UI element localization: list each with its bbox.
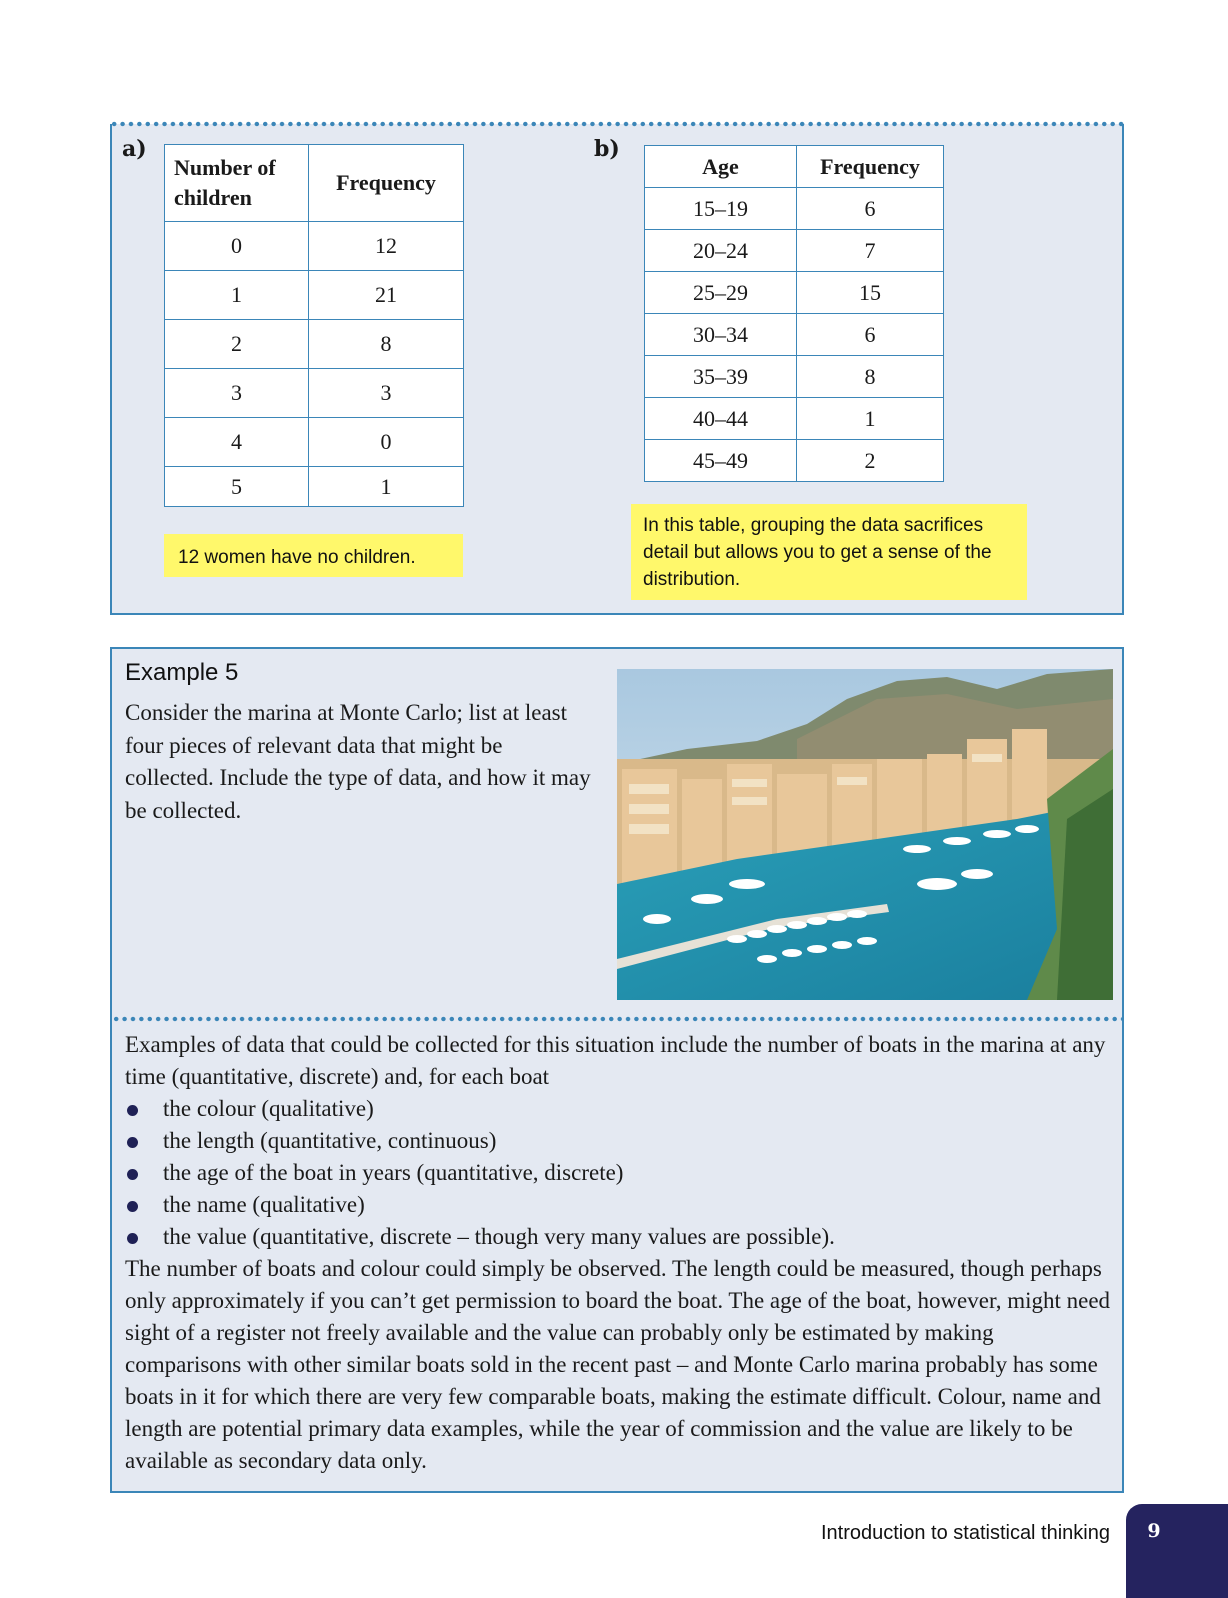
example-answer	[125, 1029, 1115, 1477]
example-question: Consider the marina at Monte Carlo; list at least four pieces of relevant data that might be collected. Include the type of data, and how it may be collected.	[125, 700, 591, 823]
table-cell: 21	[309, 271, 464, 320]
list-item: the age of the boat in years (quantitative, discrete)	[125, 1157, 1115, 1189]
table-a-header-children: Number of children	[165, 145, 309, 222]
children-frequency-table	[164, 144, 464, 507]
age-frequency-table	[644, 145, 944, 482]
table-cell: 35–39	[645, 356, 797, 398]
table-row	[645, 230, 944, 272]
table-row	[165, 369, 464, 418]
table-cell: 3	[309, 369, 464, 418]
table-cell: 8	[797, 356, 944, 398]
data-list	[125, 1093, 1115, 1253]
list-item: the colour (qualitative)	[125, 1093, 1115, 1125]
table-cell: 6	[797, 188, 944, 230]
table-cell: 6	[797, 314, 944, 356]
table-cell: 2	[165, 320, 309, 369]
part-a-label: a)	[122, 136, 147, 162]
table-cell: 4	[165, 418, 309, 467]
table-row	[645, 314, 944, 356]
table-cell: 0	[165, 222, 309, 271]
table-cell: 0	[309, 418, 464, 467]
table-b-header-frequency: Frequency	[797, 146, 944, 188]
page-number-tab	[1126, 1504, 1228, 1598]
table-cell: 40–44	[645, 398, 797, 440]
dotted-divider	[110, 121, 1124, 127]
table-row	[165, 320, 464, 369]
answer-intro: Examples of data that could be collected for this situation include the number of boats in the marina at any time (quantitative, discrete) and, for each boat	[125, 1032, 1106, 1089]
tables-panel	[110, 124, 1124, 615]
answer-body: The number of boats and colour could simply be observed. The length could be measured, though perhaps only approximately if you can’t get permission to board the boat. The age of the boat, however, might need sight of a register not freely available and the value can probably only be estimated by making comparisons with other similar boats sold in the recent past – and Monte Carlo marina probably has some boats in it for which there are very few comparable boats, making the estimate difficult. Colour, name and length are potential primary data examples, while the year of commission and the value are likely to be available as secondary data only.	[125, 1256, 1111, 1473]
table-cell: 15	[797, 272, 944, 314]
table-row	[165, 271, 464, 320]
table-cell: 1	[797, 398, 944, 440]
page-number: 9	[1147, 1520, 1161, 1542]
table-cell: 1	[309, 467, 464, 507]
table-cell: 8	[309, 320, 464, 369]
table-b-header-age: Age	[645, 146, 797, 188]
list-item: the name (qualitative)	[125, 1189, 1115, 1221]
table-row	[645, 356, 944, 398]
table-row	[645, 272, 944, 314]
table-row	[645, 188, 944, 230]
table-row	[165, 467, 464, 507]
table-cell: 5	[165, 467, 309, 507]
table-cell: 45–49	[645, 440, 797, 482]
table-cell: 1	[165, 271, 309, 320]
example-title: Example 5	[125, 659, 239, 686]
table-cell: 2	[797, 440, 944, 482]
list-item: the value (quantitative, discrete – though very many values are possible).	[125, 1221, 1115, 1253]
part-b-label: b)	[594, 136, 620, 162]
table-cell: 20–24	[645, 230, 797, 272]
table-row	[645, 398, 944, 440]
table-row	[645, 440, 944, 482]
table-cell: 30–34	[645, 314, 797, 356]
table-row	[165, 222, 464, 271]
note-b: In this table, grouping the data sacrifices detail but allows you to get a sense of the distribution.	[631, 504, 1027, 600]
table-row	[165, 418, 464, 467]
chapter-title: Introduction to statistical thinking	[820, 1522, 1110, 1544]
marina-photo	[617, 669, 1113, 1000]
table-cell: 15–19	[645, 188, 797, 230]
table-cell: 25–29	[645, 272, 797, 314]
table-cell: 7	[797, 230, 944, 272]
dotted-divider	[112, 1016, 1122, 1022]
example-panel	[110, 647, 1124, 1493]
note-a: 12 women have no children.	[164, 534, 463, 577]
table-cell: 12	[309, 222, 464, 271]
table-cell: 3	[165, 369, 309, 418]
list-item: the length (quantitative, continuous)	[125, 1125, 1115, 1157]
table-a-header-frequency: Frequency	[309, 145, 464, 222]
